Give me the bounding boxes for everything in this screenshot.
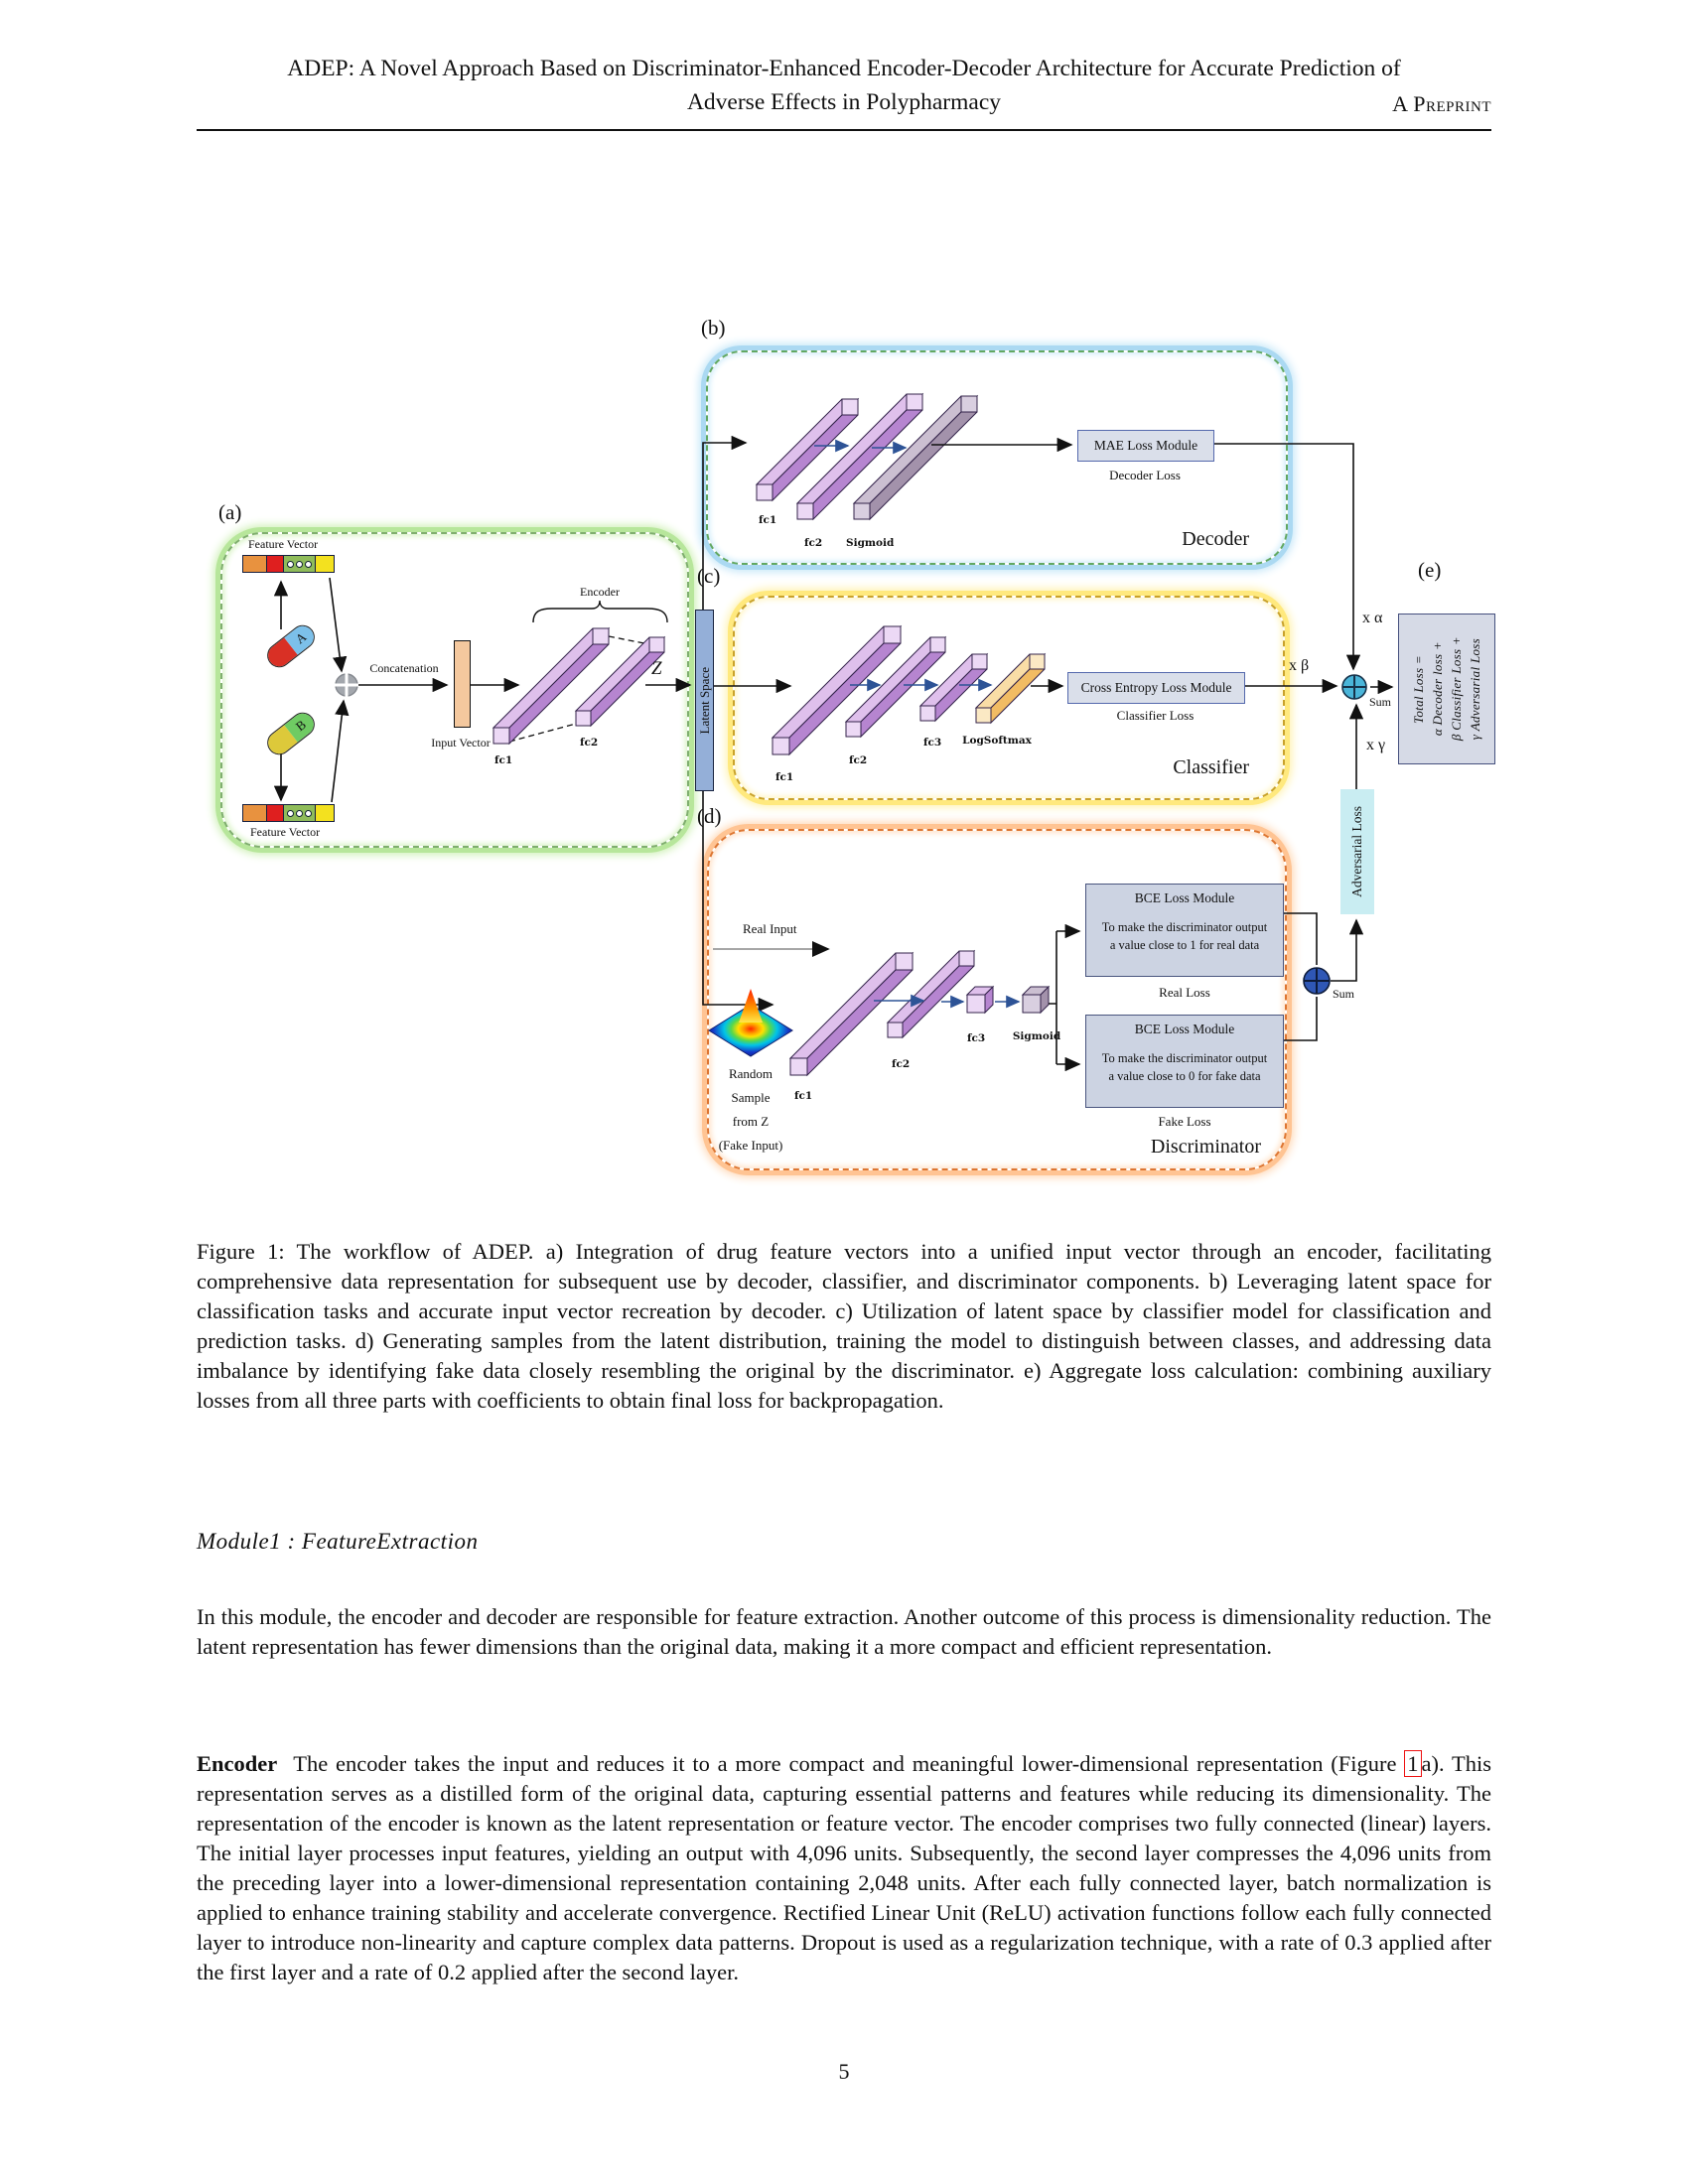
classifier-title: Classifier [1173, 756, 1249, 778]
total-loss-line1: Total Loss = [1410, 654, 1426, 724]
panel-c-label: (c) [697, 564, 721, 588]
module1-paragraph: In this module, the encoder and decoder are responsible for feature extraction. Another outcome of this process is dimensionality reduction. The latent representation has fewer dimensions than the original data, making it a more compact and efficient representation. [197, 1604, 1491, 1659]
fv-seg-red [267, 805, 284, 821]
paper-title-line2: Adverse Effects in Polypharmacy [686, 89, 1002, 115]
feature-vector-top-label: Feature Vector [248, 537, 319, 551]
bce-real-line1: To make the discriminator output [1101, 920, 1268, 934]
fv-seg-green [284, 556, 316, 572]
discriminator-sigmoid-label: Sigmoid [1012, 1030, 1061, 1042]
latent-z-label: Z [651, 658, 662, 679]
concatenation-label: Concatenation [369, 661, 439, 675]
encoder-paragraph [197, 1749, 1491, 1987]
encoder-paragraph-text-before: The encoder takes the input and reduces it to a more compact and meaningful lower-dimensional representation (Figure [293, 1751, 1405, 1776]
preprint-badge: A Preprint [1392, 91, 1491, 116]
cross-entropy-loss-module: Cross Entropy Loss Module [1067, 672, 1245, 704]
page-number: 5 [838, 2059, 850, 2084]
discriminator-fc1-label: fc1 [794, 1090, 813, 1102]
x-alpha-label: x α [1362, 610, 1383, 626]
discriminator-title: Discriminator [1150, 1136, 1261, 1158]
real-loss-label: Real Loss [1159, 985, 1210, 1000]
fv-seg-orange [243, 805, 267, 821]
fv-seg-red [267, 556, 284, 572]
bce-fake-title: BCE Loss Module [1134, 1022, 1235, 1036]
total-loss-line2: α Decoder loss + [1429, 641, 1445, 737]
sum-total-label: Sum [1369, 695, 1392, 709]
input-vector-label: Input Vector [431, 736, 491, 750]
fv-seg-yellow [316, 805, 334, 821]
adversarial-loss-label: Adversarial Loss [1349, 806, 1364, 897]
random-sample-line3: from Z [732, 1114, 770, 1129]
encoder-fc2-label: fc2 [580, 737, 599, 749]
classifier-fc1-label: fc1 [775, 771, 794, 783]
bce-real-title: BCE Loss Module [1134, 890, 1235, 905]
feature-vector-top [242, 555, 335, 573]
total-loss-line4: γ Adversarial Loss [1467, 637, 1482, 741]
bce-loss-module-real [1085, 884, 1284, 977]
drug-b-green-half: B [284, 709, 318, 742]
adversarial-loss-bar [1340, 789, 1374, 914]
module1-heading: Module1 : FeatureExtraction [197, 1529, 479, 1554]
random-sample-line4: (Fake Input) [718, 1138, 783, 1153]
paper-title-line1: ADEP: A Novel Approach Based on Discriminator-Enhanced Encoder-Decoder Architecture for Accurate Prediction of [287, 56, 1401, 81]
random-sample-plot-icon [709, 989, 792, 1056]
encoder-brace [533, 601, 667, 622]
mae-loss-module: MAE Loss Module [1077, 430, 1214, 462]
discriminator-fc2-label: fc2 [892, 1058, 911, 1070]
discriminator-fc3-label: fc3 [967, 1032, 986, 1044]
fv-seg-yellow [316, 556, 334, 572]
feature-vector-bottom [242, 804, 335, 822]
input-vector-bar [454, 640, 471, 728]
random-sample-line1: Random [728, 1066, 774, 1081]
fv-seg-orange [243, 556, 267, 572]
decoder-fc2-label: fc2 [804, 537, 823, 549]
real-input-label: Real Input [743, 921, 797, 936]
panel-b-label: (b) [701, 316, 726, 340]
latent-space-bar [695, 610, 714, 791]
figure-caption: Figure 1: The workflow of ADEP. a) Integration of drug feature vectors into a unified input vector through an encoder, facilitating comprehensive data representation for subsequent use by decoder, classifier, and discriminator components. b) Leveraging latent space for classification tasks and accurate input vector recreation by decoder. c) Utilization of latent space by classifier model for classification and prediction tasks. d) Generating samples from the latent distribution, training the model to distinguish between classes, and addressing data imbalance by identifying fake data closely resembling the original by the discriminator. e) Aggregate loss calculation: combining auxiliary losses from all three parts with coefficients to obtain final loss for backpropagation. [197, 1239, 1491, 1413]
classifier-fc2-label: fc2 [849, 754, 868, 766]
fv-seg-green [284, 805, 316, 821]
x-beta-label: x β [1289, 657, 1310, 674]
bce-loss-module-fake [1085, 1015, 1284, 1108]
feature-vector-bottom-label: Feature Vector [250, 825, 321, 839]
x-gamma-label: x γ [1366, 737, 1386, 753]
bce-fake-line2: a value close to 0 for fake data [1108, 1069, 1261, 1084]
encoder-fc1-label: fc1 [494, 754, 513, 766]
total-loss-line3: β Classifier Loss + [1448, 636, 1464, 742]
random-sample-line2: Sample [731, 1090, 771, 1105]
classifier-loss-label: Classifier Loss [1116, 708, 1195, 723]
classifier-logsoftmax-label: LogSoftmax [962, 735, 1032, 747]
decoder-loss-label: Decoder Loss [1109, 468, 1181, 482]
classifier-fc3-label: fc3 [923, 737, 942, 749]
concatenation-icon [335, 673, 358, 697]
total-loss-box [1398, 614, 1495, 764]
decoder-sigmoid-label: Sigmoid [846, 537, 895, 549]
sum-total-icon [1342, 675, 1366, 699]
decoder-title: Decoder [1182, 528, 1249, 550]
decoder-fc1-label: fc1 [759, 514, 777, 526]
encoder-label: Encoder [580, 585, 620, 599]
fake-loss-label: Fake Loss [1158, 1114, 1211, 1129]
sum-adversarial-label: Sum [1333, 987, 1355, 1001]
panel-d-label: (d) [697, 804, 722, 828]
latent-space-label: Latent Space [696, 666, 712, 735]
drug-a-blue-half: A [284, 621, 318, 654]
figure-1-reference-link[interactable]: 1 [1404, 1750, 1421, 1777]
bce-real-line2: a value close to 1 for real data [1109, 938, 1260, 953]
bce-fake-line1: To make the discriminator output [1101, 1051, 1268, 1065]
encoder-paragraph-text-after: a). This representation serves as a distilled form of the original data, capturing essential patterns and features while reducing its dimensionality. The representation of the encoder is known as the latent representation or feature vector. The encoder comprises two fully connected (linear) layers. The initial layer processes input features, yielding an output with 4,096 units. Subsequently, the second layer compresses the 4,096 units from the preceding layer into a lower-dimensional representation containing 2,048 units. After each fully connected layer, batch normalization is applied to enhance training stability and accelerate convergence. Rectified Linear Unit (ReLU) activation functions follow each fully connected layer to introduce non-linearity and capture complex data patterns. Dropout is used as a regularization technique, with a rate of 0.3 applied after the first layer and a rate of 0.2 applied after the second layer. [197, 1751, 1491, 1984]
sum-adversarial-icon [1304, 968, 1330, 994]
encoder-paragraph-lead: Encoder [197, 1751, 278, 1776]
panel-e-label: (e) [1418, 558, 1442, 582]
panel-a-label: (a) [218, 500, 242, 524]
